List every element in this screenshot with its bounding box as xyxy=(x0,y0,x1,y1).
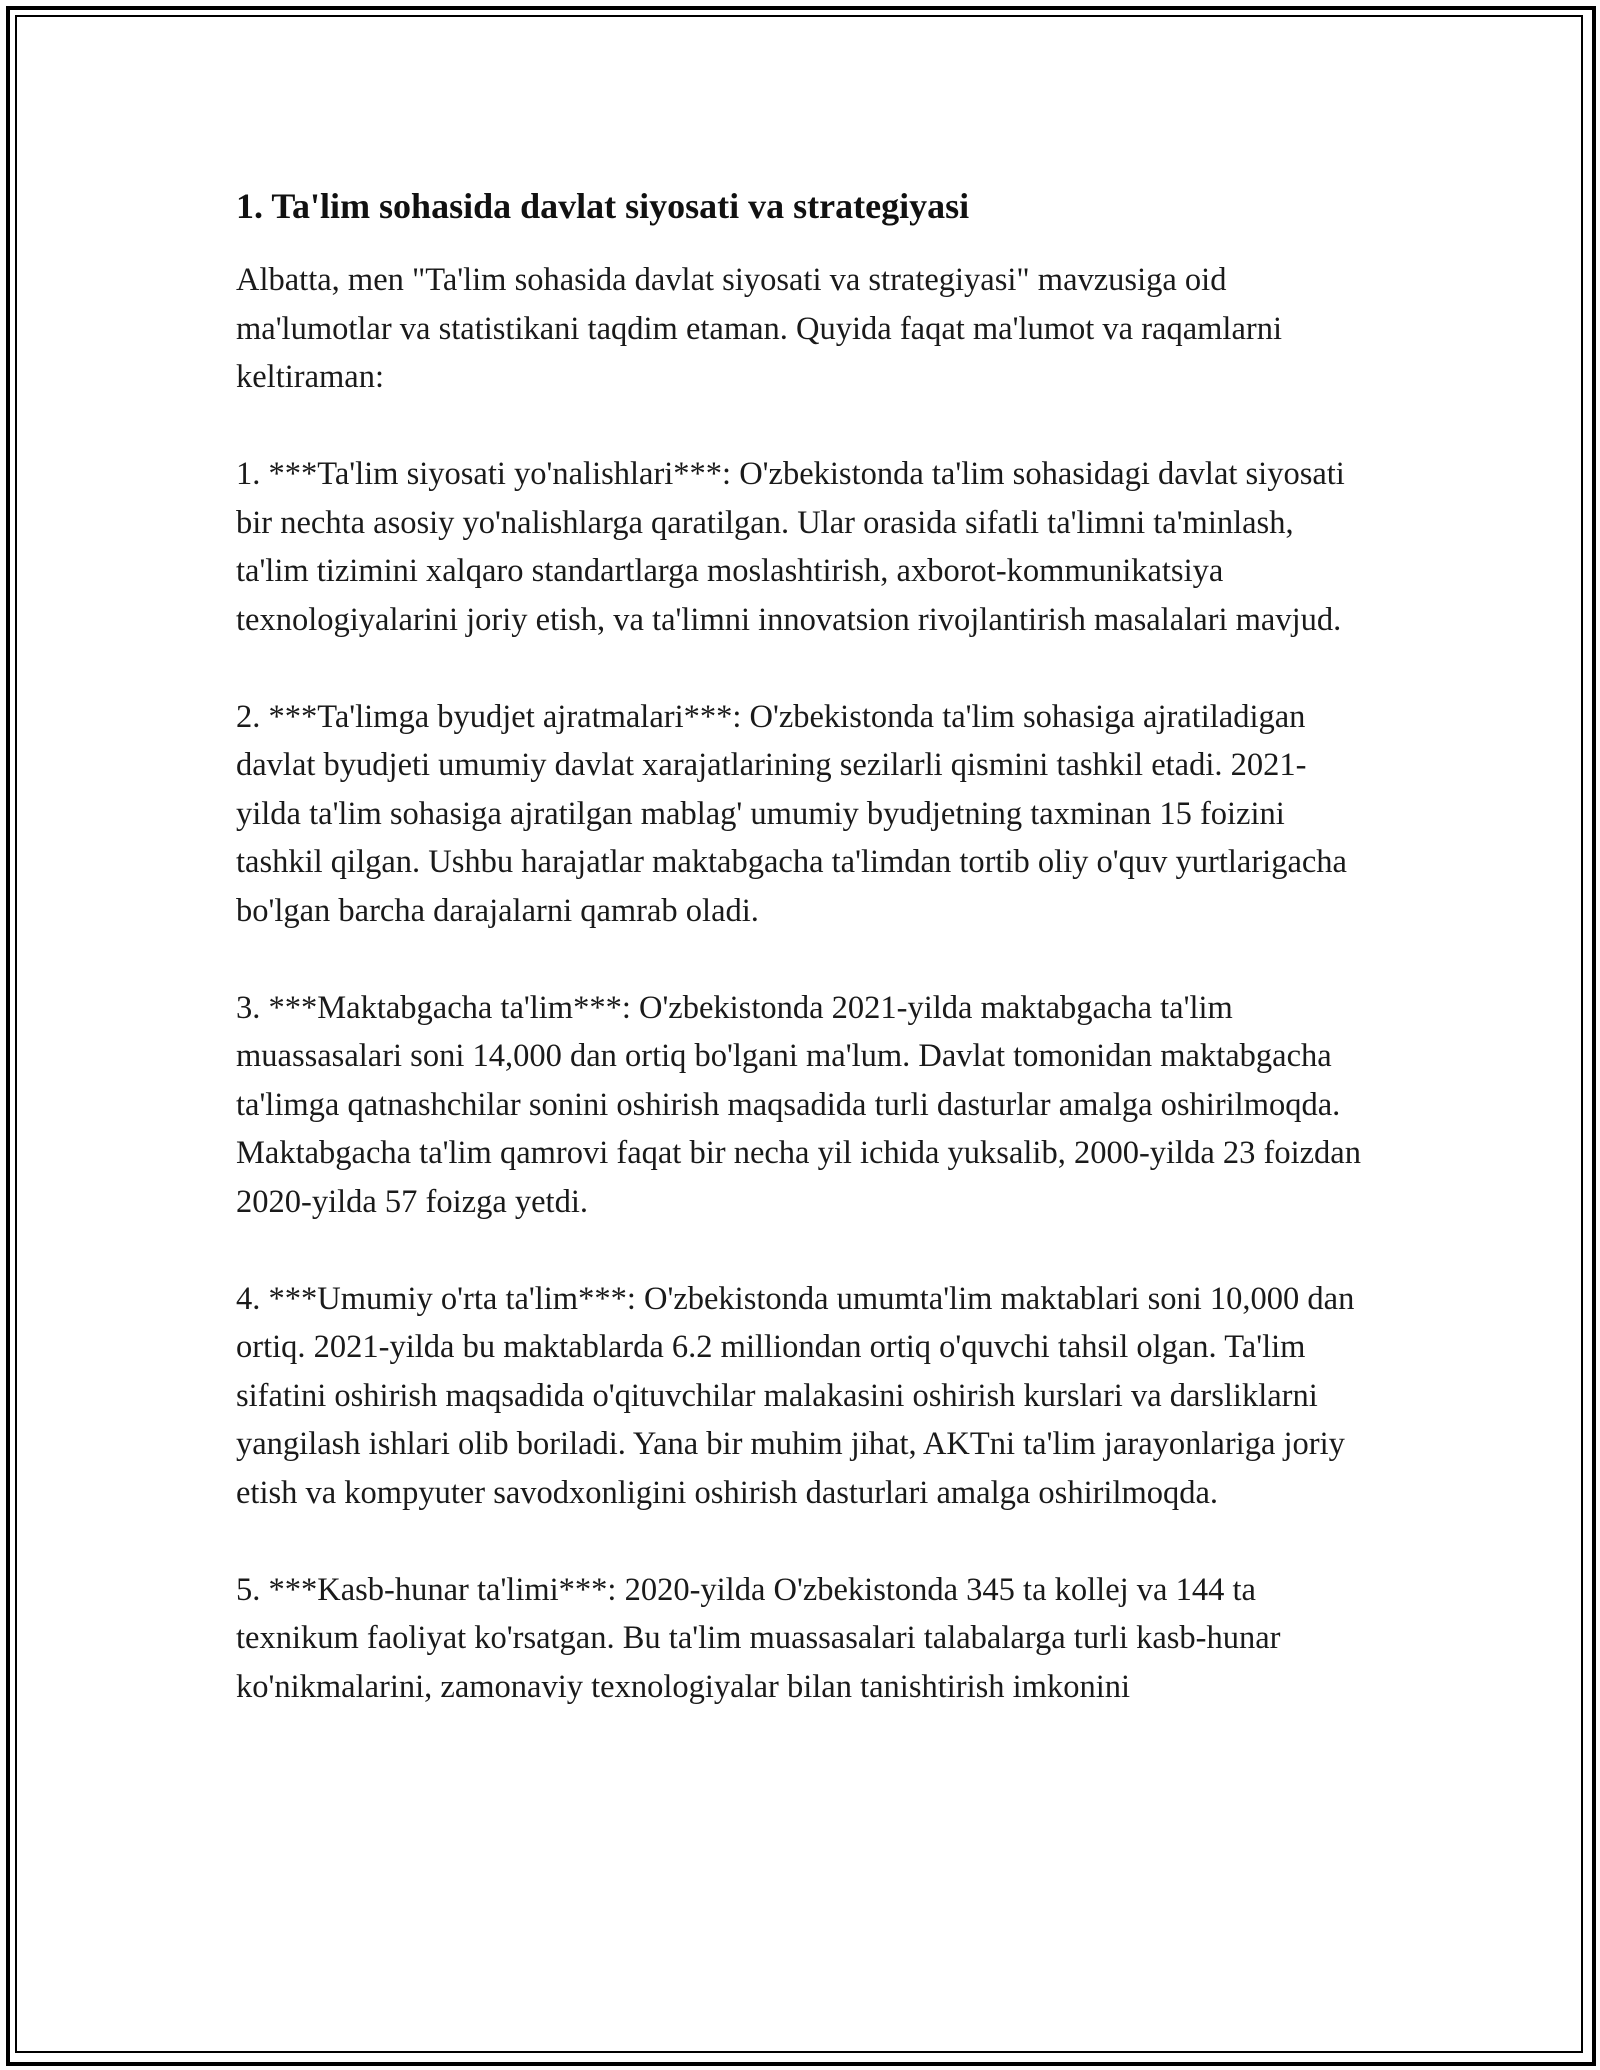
intro-paragraph: Albatta, men "Ta'lim sohasida davlat siyosati va strategiyasi" mavzusiga oid ma'lumotlar va statistikani taqdim etaman. Quyida faqat ma'lumot va raqamlarni keltiraman: xyxy=(236,262,1282,396)
document-body xyxy=(236,185,1366,1760)
section-paragraph-budget: 2. ***Ta'limga byudjet ajratmalari***: O'zbekistonda ta'lim sohasiga ajratiladigan davlat byudjeti umumiy davlat xarajatlarining sezilarli qismini tashkil etadi. 2021-yilda ta'lim sohasiga ajratilgan mablag' umumiy byudjetning taxminan 15 foizini tashkil qilgan. Ushbu harajatlar maktabgacha ta'limdan tortib oliy o'quv yurtlarigacha bo'lgan barcha darajalarni qamrab oladi. xyxy=(236,698,1347,929)
section-paragraph-vocational: 5. ***Kasb-hunar ta'limi***: 2020-yilda O'zbekistonda 345 ta kollej va 144 ta texnikum faoliyat ko'rsatgan. Bu ta'lim muassasalari talabalarga turli kasb-hunar ko'nikmalarini, zamonaviy texnologiyalar bilan tanishtirish imkonini xyxy=(236,1571,1281,1705)
section-paragraph-preschool: 3. ***Maktabgacha ta'lim***: O'zbekistonda 2021-yilda maktabgacha ta'lim muassasalari soni 14,000 dan ortiq bo'lgani ma'lum. Davlat tomonidan maktabgacha ta'limga qatnashchilar sonini oshirish maqsadida turli dasturlar amalga oshirilmoqda. Maktabgacha ta'lim qamrovi faqat bir necha yil ichida yuksalib, 2000-yilda 23 foizdan 2020-yilda 57 foizga yetdi. xyxy=(236,989,1361,1220)
document-title: 1. Ta'lim sohasida davlat siyosati va strategiyasi xyxy=(236,186,970,226)
section-paragraph-general-secondary: 4. ***Umumiy o'rta ta'lim***: O'zbekistonda umumta'lim maktablari soni 10,000 dan ortiq. 2021-yilda bu maktablarda 6.2 milliondan ortiq o'quvchi tahsil olgan. Ta'lim sifatini oshirish maqsadida o'qituvchilar malakasini oshirish kurslari va darsliklarni yangilash ishlari olib boriladi. Yana bir muhim jihat, AKTni ta'lim jarayonlariga joriy etish va kompyuter savodxonligini oshirish dasturlari amalga oshirilmoqda. xyxy=(236,1280,1355,1511)
section-paragraph-policy-directions: 1. ***Ta'lim siyosati yo'nalishlari***: O'zbekistonda ta'lim sohasidagi davlat siyosati bir nechta asosiy yo'nalishlarga qaratilgan. Ular orasida sifatli ta'limni ta'minlash, ta'lim tizimini xalqaro standartlarga moslashtirish, axborot-kommunikatsiya texnologiyalarini joriy etish, va ta'limni innovatsion rivojlantirish masalalari mavjud. xyxy=(236,456,1345,638)
